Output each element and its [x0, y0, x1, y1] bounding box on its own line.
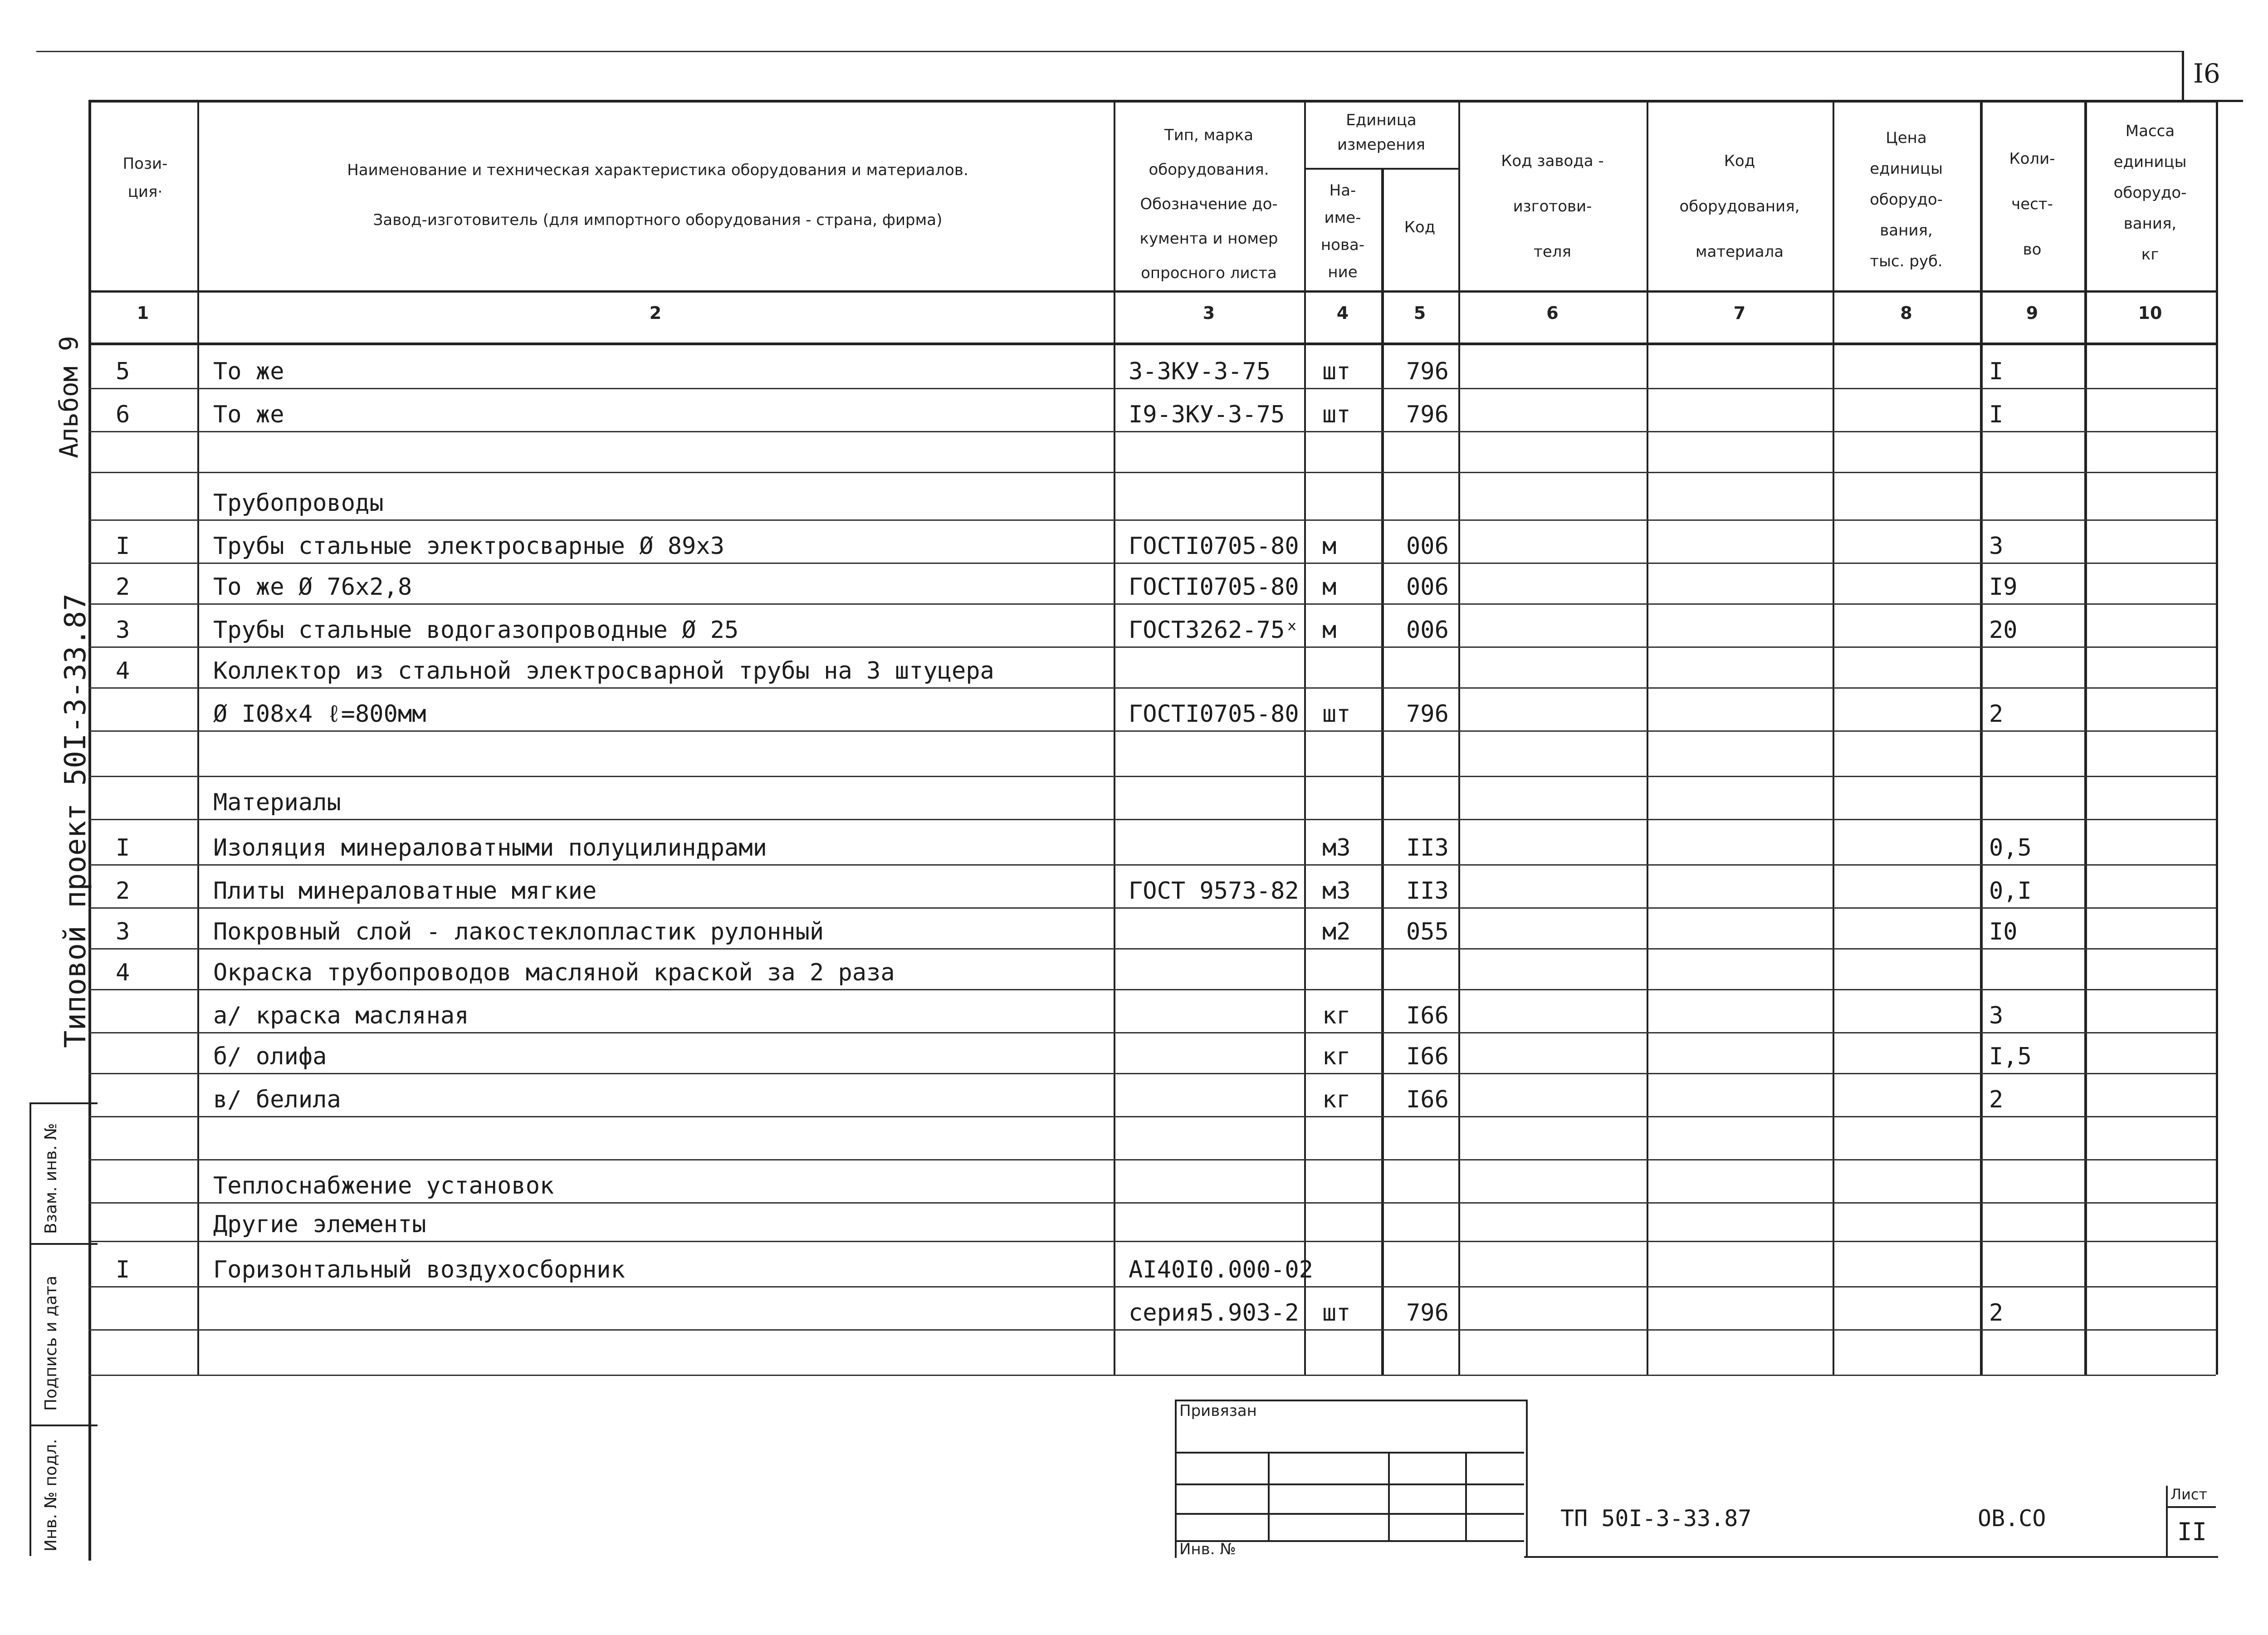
row-rule — [88, 1116, 2216, 1117]
column-line — [1381, 168, 1384, 1375]
row-document: ГОСТ 9573-82 — [1129, 877, 1299, 905]
table-border-right — [2216, 100, 2218, 1375]
row-name: То же — [213, 401, 284, 428]
row-rule — [88, 948, 2216, 950]
page-number: I6 — [2193, 58, 2220, 89]
row-unit: м — [1322, 617, 1337, 644]
header-name: Наименование и техническая характеристика оборудования и материалов. Завод-изготовитель (для импортного оборудования - страна, фирма) — [347, 161, 968, 229]
row-quantity: 0,5 — [1989, 834, 2032, 862]
column-number: 9 — [2026, 303, 2038, 323]
row-position: I — [116, 1256, 130, 1283]
row-unit: шт — [1322, 401, 1351, 428]
column-number: 8 — [1900, 303, 1912, 323]
row-name: Коллектор из стальной электросварной трубы на 3 штуцера — [213, 657, 994, 685]
row-quantity: 2 — [1989, 1299, 2004, 1327]
column-number: 7 — [1733, 303, 1746, 323]
row-quantity: 3 — [1989, 533, 2004, 560]
column-number: 1 — [137, 303, 149, 323]
row-rule — [88, 907, 2216, 909]
stamp-rule-1 — [1175, 1452, 1524, 1454]
row-unit: м — [1322, 573, 1337, 601]
row-rule — [88, 730, 2216, 732]
row-unit-code: 796 — [1406, 1299, 1449, 1327]
header-unit-code: Код — [1404, 218, 1436, 236]
stamp-vline-2 — [1388, 1452, 1390, 1540]
document-code: ТП 50I-3-33.87 — [1560, 1505, 1752, 1532]
row-unit: м2 — [1322, 918, 1351, 945]
row-rule — [88, 989, 2216, 990]
row-unit-code: II3 — [1406, 834, 1449, 862]
column-line — [1833, 100, 1834, 1375]
row-unit: кг — [1322, 1086, 1351, 1113]
row-document: АI40I0.000-02 — [1129, 1256, 1313, 1283]
replace-inv-label: Взам. инв. № — [42, 1123, 60, 1234]
row-rule — [88, 864, 2216, 866]
row-quantity: 0,I — [1989, 877, 2032, 905]
row-unit: кг — [1322, 1002, 1351, 1029]
side-box-frame — [29, 1102, 99, 1556]
top-rule — [36, 51, 2182, 52]
row-position: 6 — [116, 401, 130, 428]
row-rule — [88, 519, 2216, 521]
row-rule — [88, 388, 2216, 389]
column-line — [197, 100, 199, 1375]
header-rule-1 — [88, 290, 2216, 293]
header-position: Пози- ция· — [122, 155, 168, 201]
row-name: Покровный слой - лакостеклопластик рулонный — [213, 918, 824, 945]
row-unit-code: I66 — [1406, 1002, 1449, 1029]
row-position: I — [116, 834, 130, 862]
row-position: 5 — [116, 358, 130, 385]
row-document: ГОСТ3262-75ˣ — [1129, 617, 1299, 644]
header-rule-2 — [88, 343, 2216, 345]
row-name: Изоляция минераловатными полуцилиндрами — [213, 834, 767, 862]
row-document: ГОСТI0705-80 — [1129, 573, 1299, 601]
row-unit-code: 796 — [1406, 401, 1449, 428]
project-label: Типовой проект 50I-3-33.87 — [59, 593, 93, 1048]
column-number: 6 — [1546, 303, 1559, 323]
row-quantity: 2 — [1989, 700, 2004, 728]
column-number: 5 — [1413, 303, 1426, 323]
column-number: 4 — [1336, 303, 1349, 323]
row-unit-code: I66 — [1406, 1043, 1449, 1070]
row-name: Окраска трубопроводов масляной краской за 2 раза — [213, 959, 895, 986]
column-line — [1114, 100, 1115, 1375]
stamp-frame — [1175, 1400, 1528, 1558]
stamp-attached-label: Привязан — [1179, 1402, 1257, 1420]
row-document: серия5.903-2 — [1129, 1299, 1299, 1327]
row-position: 4 — [116, 657, 130, 685]
row-unit: шт — [1322, 358, 1351, 385]
sheet-label: Лист — [2170, 1486, 2208, 1503]
header-equipment-code: Код оборудования, материала — [1679, 152, 1800, 261]
sheet-number: II — [2177, 1518, 2207, 1546]
row-unit-code: II3 — [1406, 877, 1449, 905]
stamp-rule-2 — [1175, 1483, 1524, 1485]
original-inv-label: Инв. № подл. — [42, 1439, 60, 1552]
bottom-rule — [1524, 1556, 2218, 1558]
row-name: Плиты минераловатные мягкие — [213, 877, 597, 905]
row-rule — [88, 1375, 2216, 1376]
row-name: Горизонтальный воздухосборник — [213, 1256, 625, 1283]
column-number: 2 — [649, 303, 662, 323]
row-document: ГОСТI0705-80 — [1129, 700, 1299, 728]
row-quantity: 20 — [1989, 617, 2018, 644]
row-rule — [88, 1159, 2216, 1160]
row-unit: м — [1322, 533, 1337, 560]
stamp-inv-label: Инв. № — [1179, 1540, 1236, 1558]
row-name: Материалы — [213, 789, 341, 816]
row-position: I — [116, 533, 130, 560]
document-mark: ОВ.СО — [1978, 1505, 2046, 1532]
row-quantity: 3 — [1989, 1002, 2004, 1029]
row-name: в/ белила — [213, 1086, 341, 1113]
row-name: То же Ø 76х2,8 — [213, 573, 412, 601]
album-label: Альбом 9 — [54, 336, 84, 458]
column-number: 10 — [2138, 303, 2162, 323]
row-position: 2 — [116, 573, 130, 601]
row-rule — [88, 1202, 2216, 1204]
row-unit: м3 — [1322, 834, 1351, 862]
header-quantity: Коли- чест- во — [2009, 150, 2055, 259]
header-factory-code: Код завода - изготови- теля — [1501, 152, 1604, 261]
row-unit-code: 796 — [1406, 700, 1449, 728]
row-position: 3 — [116, 918, 130, 945]
row-name: Трубопроводы — [213, 490, 384, 517]
header-price: Цена единицы оборудо- вания, тыс. руб. — [1870, 129, 1943, 270]
row-position: 4 — [116, 959, 130, 986]
row-quantity: I0 — [1989, 918, 2018, 945]
header-unit-group: Единица измерения — [1337, 111, 1426, 154]
row-quantity: I — [1989, 358, 2004, 385]
row-quantity: I9 — [1989, 573, 2018, 601]
sheet-box-rule — [2166, 1506, 2216, 1508]
row-name: Трубы стальные водогазопроводные Ø 25 — [213, 617, 739, 644]
row-rule — [88, 603, 2216, 605]
row-rule — [88, 819, 2216, 820]
row-rule — [88, 1032, 2216, 1033]
row-unit-code: 006 — [1406, 533, 1449, 560]
row-name: Другие элементы — [213, 1211, 426, 1238]
row-unit-code: 006 — [1406, 573, 1449, 601]
row-quantity: 2 — [1989, 1086, 2004, 1113]
row-unit: шт — [1322, 1299, 1351, 1327]
row-name: Теплоснабжение установок — [213, 1172, 554, 1199]
row-rule — [88, 472, 2216, 473]
row-name: а/ краска масляная — [213, 1002, 469, 1029]
column-line — [2084, 100, 2087, 1375]
row-unit-code: I66 — [1406, 1086, 1449, 1113]
row-rule — [88, 1329, 2216, 1331]
row-quantity: I,5 — [1989, 1043, 2032, 1070]
column-line — [1647, 100, 1648, 1375]
row-unit: м3 — [1322, 877, 1351, 905]
header-doc: Тип, марка оборудования. Обозначение до- кумента и номер опросного листа — [1139, 126, 1278, 282]
row-rule — [88, 431, 2216, 432]
row-name: б/ олифа — [213, 1043, 327, 1070]
row-position: 3 — [116, 617, 130, 644]
row-unit: шт — [1322, 700, 1351, 728]
row-position: 2 — [116, 877, 130, 905]
side-box-rule-2 — [29, 1243, 98, 1245]
row-rule — [88, 776, 2216, 777]
row-unit-code: 055 — [1406, 918, 1449, 945]
stamp-vline-3 — [1465, 1452, 1467, 1540]
row-unit-code: 796 — [1406, 358, 1449, 385]
row-rule — [88, 687, 2216, 689]
column-line — [1980, 100, 1983, 1375]
row-document: I9-ЗКУ-3-75 — [1129, 401, 1285, 428]
row-name: То же — [213, 358, 284, 385]
row-unit: кг — [1322, 1043, 1351, 1070]
column-number: 3 — [1202, 303, 1215, 323]
side-box-rule-3 — [29, 1425, 98, 1426]
row-rule — [88, 1073, 2216, 1074]
row-rule — [88, 646, 2216, 648]
stamp-vline-1 — [1268, 1452, 1270, 1540]
signature-date-label: Подпись и дата — [42, 1275, 60, 1411]
header-mass: Масса единицы оборудо- вания, кг — [2113, 122, 2187, 264]
stamp-rule-3 — [1175, 1513, 1524, 1515]
column-line — [1304, 100, 1306, 1375]
column-line — [1458, 100, 1460, 1375]
table-border-top — [88, 100, 2216, 103]
row-rule — [88, 563, 2216, 564]
side-box-rule-1 — [29, 1102, 98, 1104]
row-rule — [88, 1286, 2216, 1287]
row-document: ГОСТI0705-80 — [1129, 533, 1299, 560]
row-name: Ø I08х4 ℓ=800мм — [213, 700, 426, 728]
row-unit-code: 006 — [1406, 617, 1449, 644]
row-quantity: I — [1989, 401, 2004, 428]
row-document: 3-ЗКУ-3-75 — [1129, 358, 1271, 385]
header-unit-name: На- име- нова- ние — [1320, 181, 1365, 281]
row-name: Трубы стальные электросварные Ø 89х3 — [213, 533, 725, 560]
row-rule — [88, 1241, 2216, 1242]
